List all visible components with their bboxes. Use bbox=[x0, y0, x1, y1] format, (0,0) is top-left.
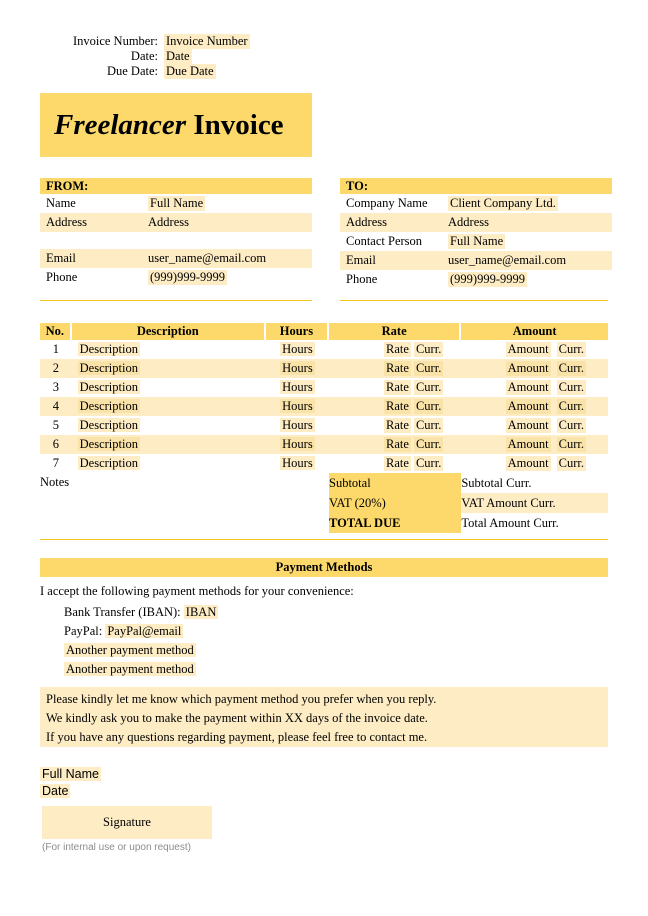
payment-method-value-paypal[interactable]: PayPal@email bbox=[107, 624, 182, 638]
cell-rate[interactable]: Rate Curr. bbox=[329, 435, 461, 454]
cell-amount[interactable]: Amount Curr. bbox=[507, 456, 584, 470]
payment-note-line: Please kindly let me know which payment method you prefer when you reply. bbox=[46, 692, 437, 706]
totals-label-subtotal: Subtotal bbox=[329, 473, 461, 493]
cell-rate[interactable]: Rate Curr. bbox=[386, 380, 442, 394]
to-key-phone: Phone bbox=[346, 272, 378, 286]
payment-method-value-other-1[interactable]: Another payment method bbox=[66, 643, 194, 657]
to-value-contact[interactable]: Full Name bbox=[450, 234, 504, 248]
to-key-address: Address bbox=[346, 215, 387, 229]
to-heading: TO: bbox=[340, 178, 612, 194]
payment-method-prefix-bank: Bank Transfer (IBAN): bbox=[64, 605, 184, 619]
cell-hours[interactable]: Hours bbox=[266, 397, 329, 416]
th-amount: Amount bbox=[461, 323, 608, 340]
from-row-spacer bbox=[40, 232, 312, 249]
payment-methods-banner: Payment Methods bbox=[40, 558, 608, 577]
to-row-email bbox=[340, 251, 612, 270]
th-no: No. bbox=[40, 323, 72, 340]
th-description: Description bbox=[72, 323, 266, 340]
notes-label[interactable]: Notes bbox=[40, 475, 70, 489]
list-item bbox=[64, 622, 604, 641]
from-value-phone[interactable]: (999)999-9999 bbox=[150, 270, 225, 284]
meta-value-due-date[interactable]: Due Date bbox=[166, 64, 214, 78]
list-item bbox=[64, 660, 604, 679]
meta-row-date bbox=[40, 49, 300, 64]
cell-hours[interactable]: Hours bbox=[266, 359, 329, 378]
invoice-title-banner bbox=[40, 93, 312, 157]
cell-hours[interactable]: Hours bbox=[282, 418, 313, 432]
meta-value-invoice-number[interactable]: Invoice Number bbox=[166, 34, 248, 48]
payment-method-prefix-paypal: PayPal: bbox=[64, 624, 106, 638]
table-row bbox=[40, 416, 608, 435]
cell-description[interactable]: Description bbox=[72, 435, 266, 454]
signature-footnote: (For internal use or upon request) bbox=[42, 842, 191, 853]
to-value-address[interactable]: Address bbox=[448, 215, 489, 229]
table-header-row bbox=[40, 323, 608, 340]
list-item bbox=[64, 641, 604, 660]
divider-to bbox=[340, 300, 608, 301]
list-item bbox=[64, 603, 604, 622]
meta-label-due-date: Due Date: bbox=[106, 64, 158, 78]
cell-amount[interactable]: Amount Curr. bbox=[507, 380, 584, 394]
payment-method-value-bank[interactable]: IBAN bbox=[185, 605, 217, 619]
page-title-emphasis: Freelancer bbox=[54, 108, 187, 141]
cell-hours[interactable]: Hours bbox=[282, 456, 313, 470]
cell-description[interactable]: Description bbox=[79, 456, 138, 470]
payment-methods-list bbox=[64, 603, 604, 679]
from-row-phone bbox=[40, 268, 312, 287]
table-row bbox=[40, 435, 608, 454]
totals-label-total-due: TOTAL DUE bbox=[329, 513, 461, 533]
totals-value-subtotal[interactable]: Subtotal Curr. bbox=[461, 475, 532, 490]
cell-amount[interactable]: Amount Curr. bbox=[461, 397, 608, 416]
to-row-company bbox=[340, 194, 612, 213]
invoice-meta bbox=[40, 34, 300, 79]
divider-items bbox=[40, 539, 608, 540]
page-title-rest: Invoice bbox=[186, 108, 284, 141]
cell-description[interactable]: Description bbox=[79, 342, 138, 356]
payment-note-line: We kindly ask you to make the payment within XX days of the invoice date. bbox=[46, 711, 428, 725]
from-row-name bbox=[40, 194, 312, 213]
cell-description[interactable]: Description bbox=[79, 418, 138, 432]
from-key-email: Email bbox=[46, 251, 76, 265]
cell-rate[interactable]: Rate Curr. bbox=[329, 397, 461, 416]
totals-label-vat: VAT (20%) bbox=[329, 493, 461, 513]
table-row bbox=[40, 340, 608, 359]
to-value-company[interactable]: Client Company Ltd. bbox=[450, 196, 556, 210]
table-row bbox=[40, 359, 608, 378]
line-items-body bbox=[40, 340, 608, 533]
to-row-contact bbox=[340, 232, 612, 251]
th-rate: Rate bbox=[329, 323, 461, 340]
cell-rate[interactable]: Rate Curr. bbox=[386, 342, 442, 356]
cell-rate[interactable]: Rate Curr. bbox=[386, 456, 442, 470]
to-value-email[interactable]: user_name@email.com bbox=[448, 253, 567, 267]
cell-description[interactable]: Description bbox=[72, 397, 266, 416]
page-title bbox=[54, 109, 284, 142]
from-value-name[interactable]: Full Name bbox=[150, 196, 204, 210]
cell-description[interactable]: Description bbox=[72, 359, 266, 378]
cell-amount[interactable]: Amount Curr. bbox=[507, 418, 584, 432]
th-hours: Hours bbox=[266, 323, 329, 340]
to-row-phone bbox=[340, 270, 612, 289]
cell-description[interactable]: Description bbox=[79, 380, 138, 394]
cell-no: 6 bbox=[40, 435, 72, 454]
cell-hours[interactable]: Hours bbox=[282, 380, 313, 394]
meta-label-invoice-number: Invoice Number: bbox=[72, 34, 158, 48]
cell-hours[interactable]: Hours bbox=[282, 342, 313, 356]
meta-label-date: Date: bbox=[130, 49, 158, 63]
from-heading: FROM: bbox=[40, 178, 312, 194]
to-row-address bbox=[340, 213, 612, 232]
cell-rate[interactable]: Rate Curr. bbox=[386, 418, 442, 432]
to-value-phone[interactable]: (999)999-9999 bbox=[450, 272, 525, 286]
table-row bbox=[40, 454, 608, 473]
cell-hours[interactable]: Hours bbox=[266, 435, 329, 454]
meta-row-invoice-number bbox=[40, 34, 300, 49]
payment-methods-intro: I accept the following payment methods for your convenience: bbox=[40, 584, 354, 598]
from-value-email[interactable]: user_name@email.com bbox=[148, 251, 267, 265]
table-row bbox=[40, 397, 608, 416]
cell-amount[interactable]: Amount Curr. bbox=[507, 342, 584, 356]
cell-no: 3 bbox=[52, 380, 59, 394]
to-key-email: Email bbox=[346, 253, 376, 267]
from-key-address: Address bbox=[46, 215, 87, 229]
line-items-table bbox=[40, 323, 608, 533]
cell-no: 1 bbox=[52, 342, 59, 356]
signature-date[interactable]: Date bbox=[42, 784, 69, 798]
signature-full-name[interactable]: Full Name bbox=[42, 767, 99, 781]
signature-box[interactable]: Signature bbox=[42, 806, 212, 839]
totals-value-total-due[interactable]: Total Amount Curr. bbox=[461, 515, 559, 530]
cell-no: 4 bbox=[40, 397, 72, 416]
cell-amount[interactable]: Amount Curr. bbox=[461, 359, 608, 378]
to-key-contact: Contact Person bbox=[346, 234, 423, 248]
cell-rate[interactable]: Rate Curr. bbox=[329, 359, 461, 378]
payment-notes-block bbox=[40, 687, 608, 747]
cell-no: 5 bbox=[52, 418, 59, 432]
meta-value-date[interactable]: Date bbox=[166, 49, 190, 63]
totals-value-vat[interactable]: VAT Amount Curr. bbox=[461, 493, 608, 513]
cell-no: 7 bbox=[52, 456, 59, 470]
from-block bbox=[40, 178, 312, 287]
from-key-name: Name bbox=[46, 196, 76, 210]
payment-method-value-other-2[interactable]: Another payment method bbox=[66, 662, 194, 676]
from-value-address[interactable]: Address bbox=[148, 215, 189, 229]
to-block bbox=[340, 178, 612, 289]
meta-row-due-date bbox=[40, 64, 300, 79]
cell-amount[interactable]: Amount Curr. bbox=[461, 435, 608, 454]
from-row-email bbox=[40, 249, 312, 268]
totals-row-subtotal bbox=[40, 473, 608, 493]
from-key-phone: Phone bbox=[46, 270, 78, 284]
divider-from bbox=[40, 300, 312, 301]
line-items-header bbox=[40, 323, 608, 340]
cell-no: 2 bbox=[40, 359, 72, 378]
from-row-address bbox=[40, 213, 312, 232]
to-key-company: Company Name bbox=[346, 196, 428, 210]
table-row bbox=[40, 378, 608, 397]
payment-note-line: If you have any questions regarding payment, please feel free to contact me. bbox=[46, 730, 428, 744]
